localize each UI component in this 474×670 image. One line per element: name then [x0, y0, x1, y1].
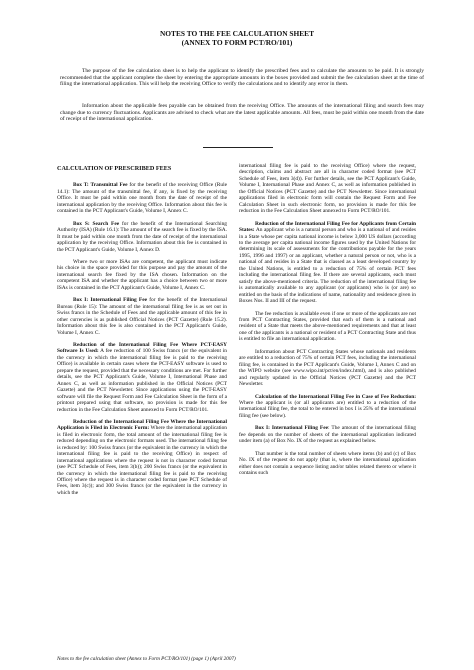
easy-paragraph — [57, 342, 227, 413]
states-text: An applicant who is a natural person and who is a national of and resides in a State whose per capita national income is below 3,000 US dollars (according to the average per capita national income figures used by the United Nations for determining its scale of assessments for the contributions payable for the years 1995, 1996 and 1997) or an applicant, whether a natural person or not, who is a national of and resides in a State that is classed as a least developed country by the United Nations, is entitled to a reduction of 75% of certain PCT fees including the international filing fee. If there are several applicants, each must satisfy the above-mentioned criteria. The reduction of the international filing fee is automatically available to any applicant (or applicants) who is (or are) so entitled on the basis of the indications of name, nationality and residence given in Boxes Nos. II and III of the request. — [239, 227, 416, 305]
left-column — [57, 160, 227, 502]
box-1-paragraph-2: That number is the total number of sheets where items (b) and (c) of Box No. IX of the request do not apply (that is, where the international application either does not contain a sequence listing and/or tables related thereto or where it contains such — [239, 450, 416, 477]
states-paragraph-3: Information about PCT Contracting States whose nationals and residents are entitled to a reduction of 75% of certain PCT fees, including the international filing fee, is contained in the PCT Applicant's Guide, Volume I, Annex C and on the WIPO website (see www.wipo.int/pct/en/index.html), and is also published and regularly updated in the Official Notices (PCT Gazette) and the PCT Newsletter. — [239, 348, 416, 388]
calc-paragraph — [239, 394, 416, 420]
box-s-paragraph-2: Where two or more ISAs are competent, the applicant must indicate his choice in the space provided for this purpose and pay the amount of the international search fee fixed by the ISA chosen. Information on the competent ISA and whether the applicant has a choice between two or more ISAs is contained in the PCT Applicant's Guide, Volume I, Annex C. — [57, 258, 227, 291]
box-i-heading: Box I: International Filing Fee — [73, 297, 147, 304]
right-column — [239, 163, 416, 482]
box-s-paragraph — [57, 221, 227, 253]
box-i-paragraph — [57, 297, 227, 336]
calc-heading: Calculation of the International Filing Fee in Case of Fee Reduction: — [255, 393, 416, 400]
continued-paragraph: international filing fee is paid to the receiving Office) where the request, description, claims and abstract are all in character coded format (see PCT Schedule of Fees, item 3(d)). For further details, see the PCT Applicant's Guide, Volume I, International Phase and Annex C, as well as information published in the Official Notices (PCT Gazette) and the PCT Newsletter. Since international applications filed in electronic form will contain the Request Form and Fee Calculation Sheet in such electronic form, no provision is made for this fee reduction in the Fee Calculation Sheet annexed to Form PCT/RO/101. — [239, 163, 416, 215]
easy-heading: Reduction of the International Filing Fee Where PCT-EASY Software Is Used: — [57, 341, 227, 355]
title-line-2: (ANNEX TO FORM PCT/RO/101) — [181, 38, 293, 47]
states-paragraph — [239, 221, 416, 305]
box-1-heading: Box I: International Filing Fee — [255, 425, 329, 432]
calc-text: Where the applicant is (or all applicants are) entitled to a reduction of the international filing fee, the total to be entered in box I is 25% of the international filing fee (see below). — [239, 399, 416, 419]
title-line-1: NOTES TO THE FEE CALCULATION SHEET — [159, 29, 315, 38]
box-s-text: for the benefit of the International Searching Authority (ISA) (Rule 16.1): The amount of the search fee is fixed by the ISA. It must be paid within one month from the date of receipt of the international application by the receiving Office. Information about this fee is contained in the PCT Applicant's Guide, Volume I, Annex D. — [57, 220, 227, 253]
electronic-text: Where the international application is filed in electronic form, the total amount of the international filing fee is reduced depending on the electronic formats used. The international filing fee is reduced by: 100 Swiss francs (or the equivalent in the currency in which the international filing fee is paid to the receiving Office) in respect of international applications where the request is not in character coded format (see PCT Schedule of Fees, item 3(b)); 200 Swiss francs (or the equivalent in the currency in which the international filing fee is paid to the receiving Office) where the request is in character coded format (see PCT Schedule of Fees, item 3(c)); and 300 Swiss francs (or the equivalent in the currency in which the — [57, 425, 228, 496]
box-s-heading: Box S: Search Fee — [73, 220, 120, 227]
intro-paragraph-2: Information about the applicable fees payable can be obtained from the receiving Office. The amounts of the international filing and search fees may change due to currency fluctuations. Applicants are advised to check what are the latest applicable amounts. All fees, must be paid within one month from the date of receipt of the international application. — [60, 103, 424, 123]
states-heading: Reduction of the International Filing Fee for Applicants from Certain States: — [239, 220, 416, 234]
electronic-heading: Reduction of the International Filing Fee Where the International Application is Filed in Electronic Form: — [57, 418, 227, 432]
intro-paragraph-1: The purpose of the fee calculation sheet is to help the applicant to identify the prescribed fees and to calculate the amounts to be paid. It is strongly recommended that the applicant complete the sheet by entering the appropriate amounts in the boxes provided and submit the fee calculation sheet at the time of filing the international application. This will help the receiving Office to verify the calculations and to identify any error in them. — [60, 68, 424, 88]
box-t-paragraph — [57, 182, 227, 214]
box-t-heading: Box T: Transmittal Fee — [73, 182, 128, 189]
easy-text: A fee reduction of 100 Swiss francs (or the equivalent in the currency in which the international filing fee is paid to the receiving Office) is available in certain cases where the PCT-EASY software is used to prepare the request, provided that the necessary conditions are met. For further details, see the PCT Applicant's Guide, Volume I, International Phase and Annex C, as well as information published in the Official Notices (PCT Gazette) and the PCT Newsletter. Since applications using the PCT-EASY software will file the Request Form and Fee Calculation Sheet in the form of a printout prepared using that software, no provision is made for this fee reduction in the Fee Calculation Sheet annexed to Form PCT/RO/101. — [57, 348, 227, 413]
section-divider — [203, 147, 273, 148]
states-paragraph-2: The fee reduction is available even if one or more of the applicants are not from PCT Contracting States, provided that each of them is a national and resident of a State that meets the above-mentioned requirements and that at least one of the applicants is a national or resident of a PCT Contracting State and thus is entitled to file an international application. — [239, 310, 416, 343]
electronic-paragraph — [57, 419, 227, 496]
page-title — [0, 29, 474, 47]
box-t-text: for the benefit of the receiving Office (Rule 14.1): The amount of the transmittal fee, if any, is fixed by the receiving Office. It must be paid within one month from the date of receipt of the international application by the receiving Office. Information about this fee is contained in the PCT Applicant's Guide, Volume I, Annex C. — [57, 182, 227, 215]
box-i-text: for the benefit of the International Bureau (Rule 15): The amount of the international filing fee is as set out in Swiss francs in the Schedule of Fees and the applicable amount of this fee in other currencies is as published Official Notices (PCT Gazette) (Rule 15.2). Information about this fee is also contained in the PCT Applicant's Guide, Volume I, Annex C. — [57, 297, 227, 336]
section-heading: CALCULATION OF PRESCRIBED FEES — [57, 165, 172, 172]
box-1-text: : The amount of the international filing fee depends on the number of sheets of the international application indicated under item (a) of Box No. IX of the request as explained below. — [239, 425, 416, 445]
box-1-paragraph — [239, 425, 416, 444]
page-footer: Notes to the fee calculation sheet (Annex to Form PCT/RO/101) (page 1) (April 2007) — [57, 656, 236, 662]
